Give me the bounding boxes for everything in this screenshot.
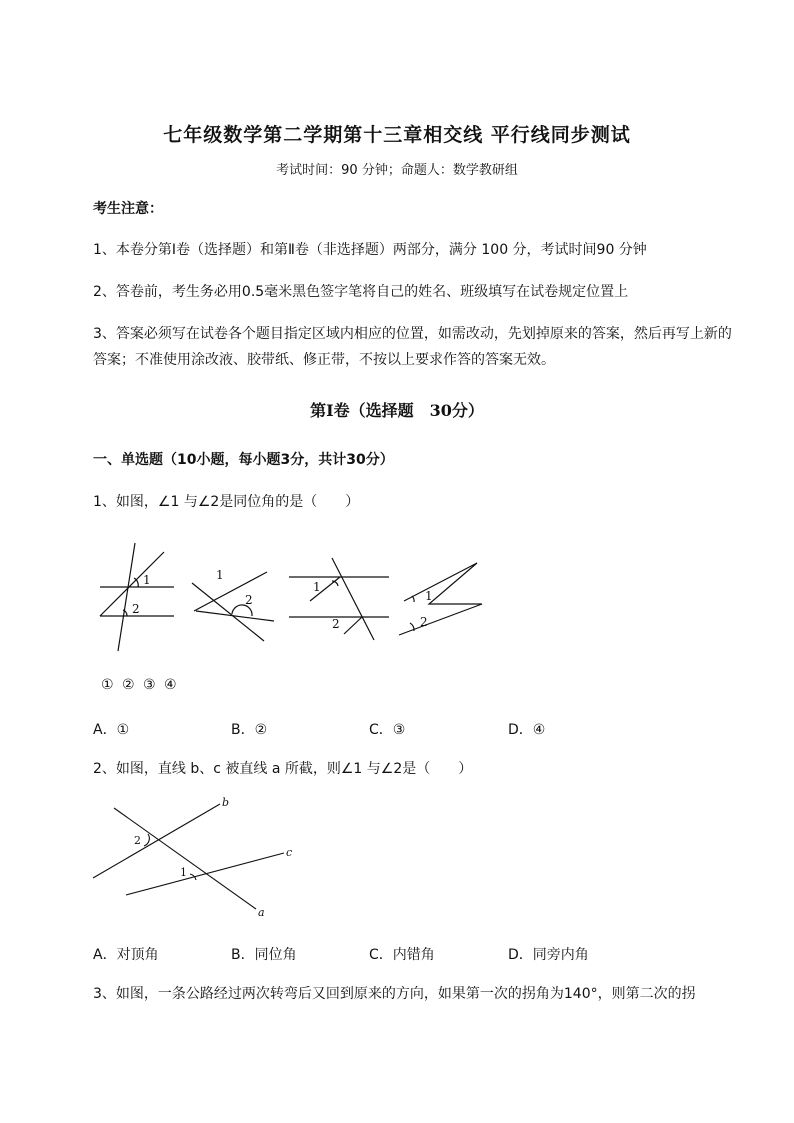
- fig4-arc-1: [412, 596, 414, 602]
- fig4-label-1: 1: [425, 589, 433, 603]
- question-1-option-d[interactable]: D．④: [508, 722, 546, 738]
- question-2-option-a[interactable]: A．对顶角: [93, 947, 159, 963]
- label-angle-2: 2: [134, 834, 141, 847]
- line-b: [93, 804, 220, 878]
- label-a: a: [258, 906, 265, 919]
- fig2-line-c: [196, 611, 274, 621]
- fig1-transversal: [118, 543, 135, 651]
- angle-2-arc: [144, 834, 149, 846]
- question-1-option-a[interactable]: A．①: [93, 722, 130, 738]
- fig3-label-2: 2: [332, 617, 340, 631]
- fig4-label-2: 2: [420, 615, 428, 629]
- fig3-arc-1: [332, 581, 338, 586]
- fig1-label-1: 1: [143, 573, 151, 587]
- question-1-option-c[interactable]: C．③: [369, 722, 406, 738]
- line-c: [126, 853, 284, 895]
- label-b: b: [222, 796, 230, 809]
- notice-item-2: 2、答卷前，考生务必用0.5毫米黑色签字笔将自己的姓名、班级填写在试卷规定位置上: [93, 284, 629, 300]
- fig2-label-2: 2: [245, 593, 253, 607]
- fig2-label-1: 1: [216, 568, 224, 582]
- fig2-line-b: [194, 572, 267, 611]
- fig1-label-2: 2: [132, 602, 140, 616]
- question-2-stem: 2、如图，直线 b、c 被直线 a 所截，则∠1 与∠2是（ ）: [93, 761, 473, 777]
- fig3-slant-2: [344, 617, 362, 634]
- question-2-figure: [88, 794, 308, 924]
- question-1-stem: 1、如图，∠1 与∠2是同位角的是（ ）: [93, 494, 360, 510]
- question-1-figure: [92, 538, 492, 658]
- exam-info: 考试时间：90 分钟；命题人：数学教研组: [276, 163, 518, 178]
- question-2-option-c[interactable]: C．内错角: [369, 947, 435, 963]
- question-2-option-d[interactable]: D．同旁内角: [508, 947, 589, 963]
- notice-item-1: 1、本卷分第Ⅰ卷（选择题）和第Ⅱ卷（非选择题）两部分，满分 100 分，考试时间90 分钟: [93, 242, 647, 258]
- page-title: 七年级数学第二学期第十三章相交线 平行线同步测试: [163, 124, 631, 146]
- fig1-arc-1: [134, 578, 138, 587]
- line-a: [114, 808, 256, 909]
- label-angle-1: 1: [180, 866, 187, 879]
- question-3-stem: 3、如图，一条公路经过两次转弯后又回到原来的方向，如果第一次的拐角为140°，则第二次的拐: [93, 986, 696, 1002]
- question-2-option-b[interactable]: B．同位角: [231, 947, 297, 963]
- fig3-label-1: 1: [313, 580, 321, 594]
- part-heading: 一、单选题（10小题，每小题3分，共计30分）: [93, 452, 394, 468]
- question-1-option-b[interactable]: B．②: [231, 722, 268, 738]
- label-c: c: [286, 846, 293, 859]
- notice-item-3: 3、答案必须写在试卷各个题目指定区域内相应的位置，如需改动，先划掉原来的答案，然后再写上新的答案；不准使用涂改液、胶带纸、修正带，不按以上要求作答的答案无效。: [93, 326, 732, 368]
- question-1-figure-caption: ① ② ③ ④: [101, 677, 179, 693]
- notice-heading: 考生注意：: [93, 201, 163, 217]
- section-title: 第Ⅰ卷（选择题 30分）: [310, 401, 484, 420]
